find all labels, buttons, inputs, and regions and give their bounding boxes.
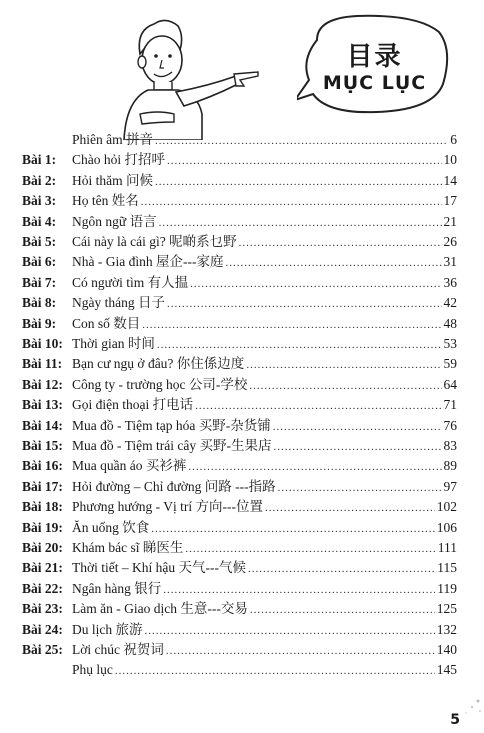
lesson-number: Bài 24:: [22, 621, 63, 637]
lesson-number: Bài 1:: [22, 152, 57, 168]
dot-leader: [239, 233, 442, 253]
toc-row[interactable]: [0, 191, 484, 211]
toc-row[interactable]: [0, 518, 484, 538]
toc-entry: [72, 579, 457, 599]
page-ref: 42: [443, 295, 457, 311]
lesson-title: Ngân hàng 银行: [72, 580, 162, 596]
toc-entry: [72, 395, 457, 415]
toc-row[interactable]: [0, 395, 484, 415]
dot-leader: [250, 600, 435, 620]
page-ref: 106: [436, 519, 457, 535]
pointing-boy-illustration: [118, 14, 268, 140]
lesson-title: Mua đồ - Tiệm tạp hóa 买野-杂货铺: [72, 417, 271, 433]
toc-entry: [72, 477, 457, 497]
dot-leader: [246, 355, 441, 375]
dot-leader: [195, 396, 441, 416]
toc-entry: [72, 497, 457, 517]
toc-entry: [72, 558, 457, 578]
toc-row[interactable]: [0, 416, 484, 436]
toc-entry: [72, 416, 457, 436]
lesson-title: Phụ lục: [72, 662, 113, 678]
dot-leader: [190, 274, 441, 294]
dot-leader: [142, 315, 441, 335]
lesson-number: Bài 3:: [22, 193, 57, 209]
lesson-title: Gọi điện thoại 打电话: [72, 397, 194, 413]
page-ref: 102: [436, 499, 457, 515]
lesson-title: Phương hướng - Vị trí 方向---位置: [72, 499, 264, 515]
toc-entry: [72, 375, 457, 395]
toc-entry: [72, 538, 457, 558]
lesson-number: Bài 10:: [22, 336, 63, 351]
lesson-title: Thời gian 时间: [72, 336, 155, 351]
lesson-number: Bài 15:: [22, 438, 63, 453]
lesson-title: Khám bác sĩ 睇医生: [72, 540, 184, 555]
dot-leader: [151, 519, 435, 539]
lesson-number: Bài 19:: [22, 519, 63, 535]
lesson-title: Chào hỏi 打招呼: [72, 152, 165, 168]
page-ref: 59: [443, 356, 457, 372]
lesson-title: Mua đồ - Tiệm trái cây 买野-生果店: [72, 438, 272, 453]
title-chinese: 目录: [346, 42, 403, 72]
page-ref: 36: [443, 274, 457, 290]
page-ref: 64: [443, 376, 457, 392]
lesson-number: Bài 6:: [22, 254, 57, 270]
page-ref: 10: [443, 152, 457, 168]
lesson-number: Bài 2:: [22, 172, 57, 188]
toc-entry: [72, 191, 457, 211]
dot-leader: [225, 253, 441, 273]
toc-entry: [72, 252, 457, 272]
toc-row[interactable]: [0, 314, 484, 334]
toc-entry: [72, 660, 457, 680]
toc-row[interactable]: [0, 660, 484, 680]
lesson-number: Bài 5:: [22, 234, 57, 249]
toc-row[interactable]: [0, 436, 484, 456]
toc-entry: [72, 212, 457, 232]
page-ref: 119: [437, 580, 457, 596]
lesson-number: Bài 16:: [22, 458, 63, 474]
toc-row[interactable]: [0, 293, 484, 313]
lesson-number: Bài 7:: [22, 274, 57, 290]
toc-entry: [72, 171, 457, 191]
toc-entry: [72, 518, 457, 538]
toc-row[interactable]: [0, 232, 484, 252]
toc-entry: [72, 354, 457, 374]
page-ref: 145: [436, 662, 457, 678]
dot-leader: [157, 335, 442, 355]
toc-row[interactable]: [0, 579, 484, 599]
toc-row[interactable]: [0, 640, 484, 660]
page-ref: 132: [436, 621, 457, 637]
dot-leader: [273, 417, 442, 437]
lesson-title: Công ty - trường học 公司-学校: [72, 376, 248, 392]
lesson-number: Bài 20:: [22, 540, 63, 555]
page-ref: 140: [436, 642, 457, 657]
lesson-number: Bài 4:: [22, 213, 57, 229]
toc-row[interactable]: [0, 334, 484, 354]
lesson-number: Bài 23:: [22, 601, 63, 617]
page-ref: 21: [443, 213, 457, 229]
page-ref: 6: [450, 132, 457, 147]
title-vietnamese: MỤC LỤC: [322, 72, 427, 94]
toc-row[interactable]: [0, 558, 484, 578]
lesson-number: Bài 18:: [22, 499, 63, 515]
dot-leader: [167, 294, 442, 314]
toc-entry: [72, 334, 457, 354]
lesson-title: Có người tìm 有人揾: [72, 274, 189, 290]
page-ref: 76: [443, 417, 457, 433]
lesson-number: Bài 13:: [22, 397, 63, 413]
page-number: 5: [450, 712, 460, 728]
lesson-title: Phiên âm 拼音: [72, 132, 153, 147]
dot-leader: [166, 641, 435, 661]
page-ref: 26: [443, 234, 457, 249]
page-ref: 71: [443, 397, 457, 413]
page-ref: 17: [443, 193, 457, 209]
lesson-title: Ăn uống 饮食: [72, 519, 150, 535]
lesson-number: Bài 8:: [22, 295, 57, 311]
lesson-title: Nhà - Gia đình 屋企---家庭: [72, 254, 224, 270]
lesson-number: Bài 9:: [22, 315, 57, 331]
lesson-number: Bài 25:: [22, 642, 63, 657]
lesson-title: Bạn cư ngụ ở đâu? 你住係边度: [72, 356, 245, 372]
dot-leader: [141, 192, 442, 212]
toc-entry: [72, 640, 457, 660]
lesson-number: Bài 17:: [22, 478, 63, 494]
dot-leader: [163, 580, 435, 600]
toc-entry: [72, 599, 457, 619]
page-ref: 89: [443, 458, 457, 474]
dot-leader: [265, 498, 435, 518]
title-speech-bubble: [297, 10, 452, 118]
toc-row[interactable]: [0, 620, 484, 640]
lesson-title: Hỏi thăm 问候: [72, 172, 153, 188]
page-ref: 53: [443, 336, 457, 351]
dot-leader: [115, 661, 435, 681]
toc-entry: [72, 436, 457, 456]
dot-leader: [159, 213, 442, 233]
toc-row[interactable]: [0, 171, 484, 191]
page-ref: 97: [443, 478, 457, 494]
toc-entry: [72, 314, 457, 334]
dot-leader: [249, 376, 441, 396]
toc-row[interactable]: [0, 252, 484, 272]
dot-leader: [273, 437, 441, 457]
dot-leader: [278, 478, 442, 498]
page-ref: 125: [436, 601, 457, 617]
toc-entry: [72, 456, 457, 476]
lesson-title: Du lịch 旅游: [72, 621, 143, 637]
toc-entry: [72, 293, 457, 313]
dot-leader: [155, 131, 448, 151]
dot-leader: [167, 151, 442, 171]
toc-row[interactable]: [0, 477, 484, 497]
dot-leader: [155, 172, 442, 192]
page-ref: 14: [443, 172, 457, 188]
toc-entry: [72, 620, 457, 640]
lesson-title: Hỏi đường – Chỉ đường 问路 ---指路: [72, 478, 276, 494]
lesson-number: Bài 22:: [22, 580, 63, 596]
lesson-title: Làm ăn - Giao dịch 生意---交易: [72, 601, 248, 617]
page-ref: 111: [437, 540, 457, 555]
toc-entry: [72, 130, 457, 150]
lesson-number: Bài 14:: [22, 417, 63, 433]
toc-row[interactable]: [0, 497, 484, 517]
toc-row[interactable]: [0, 538, 484, 558]
dot-leader: [185, 539, 435, 559]
page-ref: 83: [443, 438, 457, 453]
page-ref: 31: [443, 254, 457, 270]
toc-row[interactable]: [0, 354, 484, 374]
lesson-number: Bài 21:: [22, 560, 63, 576]
lesson-title: Mua quần áo 买衫裤: [72, 458, 187, 474]
toc-entry: [72, 273, 457, 293]
toc-row[interactable]: [0, 150, 484, 170]
toc-row[interactable]: [0, 375, 484, 395]
corner-dots-decoration: [444, 693, 484, 733]
dot-leader: [145, 621, 435, 641]
lesson-number: Bài 12:: [22, 376, 63, 392]
page-ref: 115: [437, 560, 457, 576]
lesson-title: Con số 数目: [72, 315, 141, 331]
toc-entry: [72, 232, 457, 252]
toc-row[interactable]: [0, 212, 484, 232]
toc-row[interactable]: [0, 273, 484, 293]
lesson-title: Cái này là cái gì? 呢啲系乜野: [72, 234, 237, 249]
toc-entry: [72, 150, 457, 170]
lesson-title: Họ tên 姓名: [72, 193, 139, 209]
dot-leader: [248, 559, 435, 579]
lesson-number: Bài 11:: [22, 356, 63, 372]
lesson-title: Ngôn ngữ 语言: [72, 213, 157, 229]
toc-row[interactable]: [0, 456, 484, 476]
lesson-title: Ngày tháng 日子: [72, 295, 165, 311]
lesson-title: Lời chúc 祝贺词: [72, 642, 164, 657]
page-ref: 48: [443, 315, 457, 331]
dot-leader: [188, 457, 441, 477]
toc-row[interactable]: [0, 599, 484, 619]
lesson-title: Thời tiết – Khí hậu 天气---气候: [72, 560, 246, 576]
toc-row[interactable]: [0, 130, 484, 150]
